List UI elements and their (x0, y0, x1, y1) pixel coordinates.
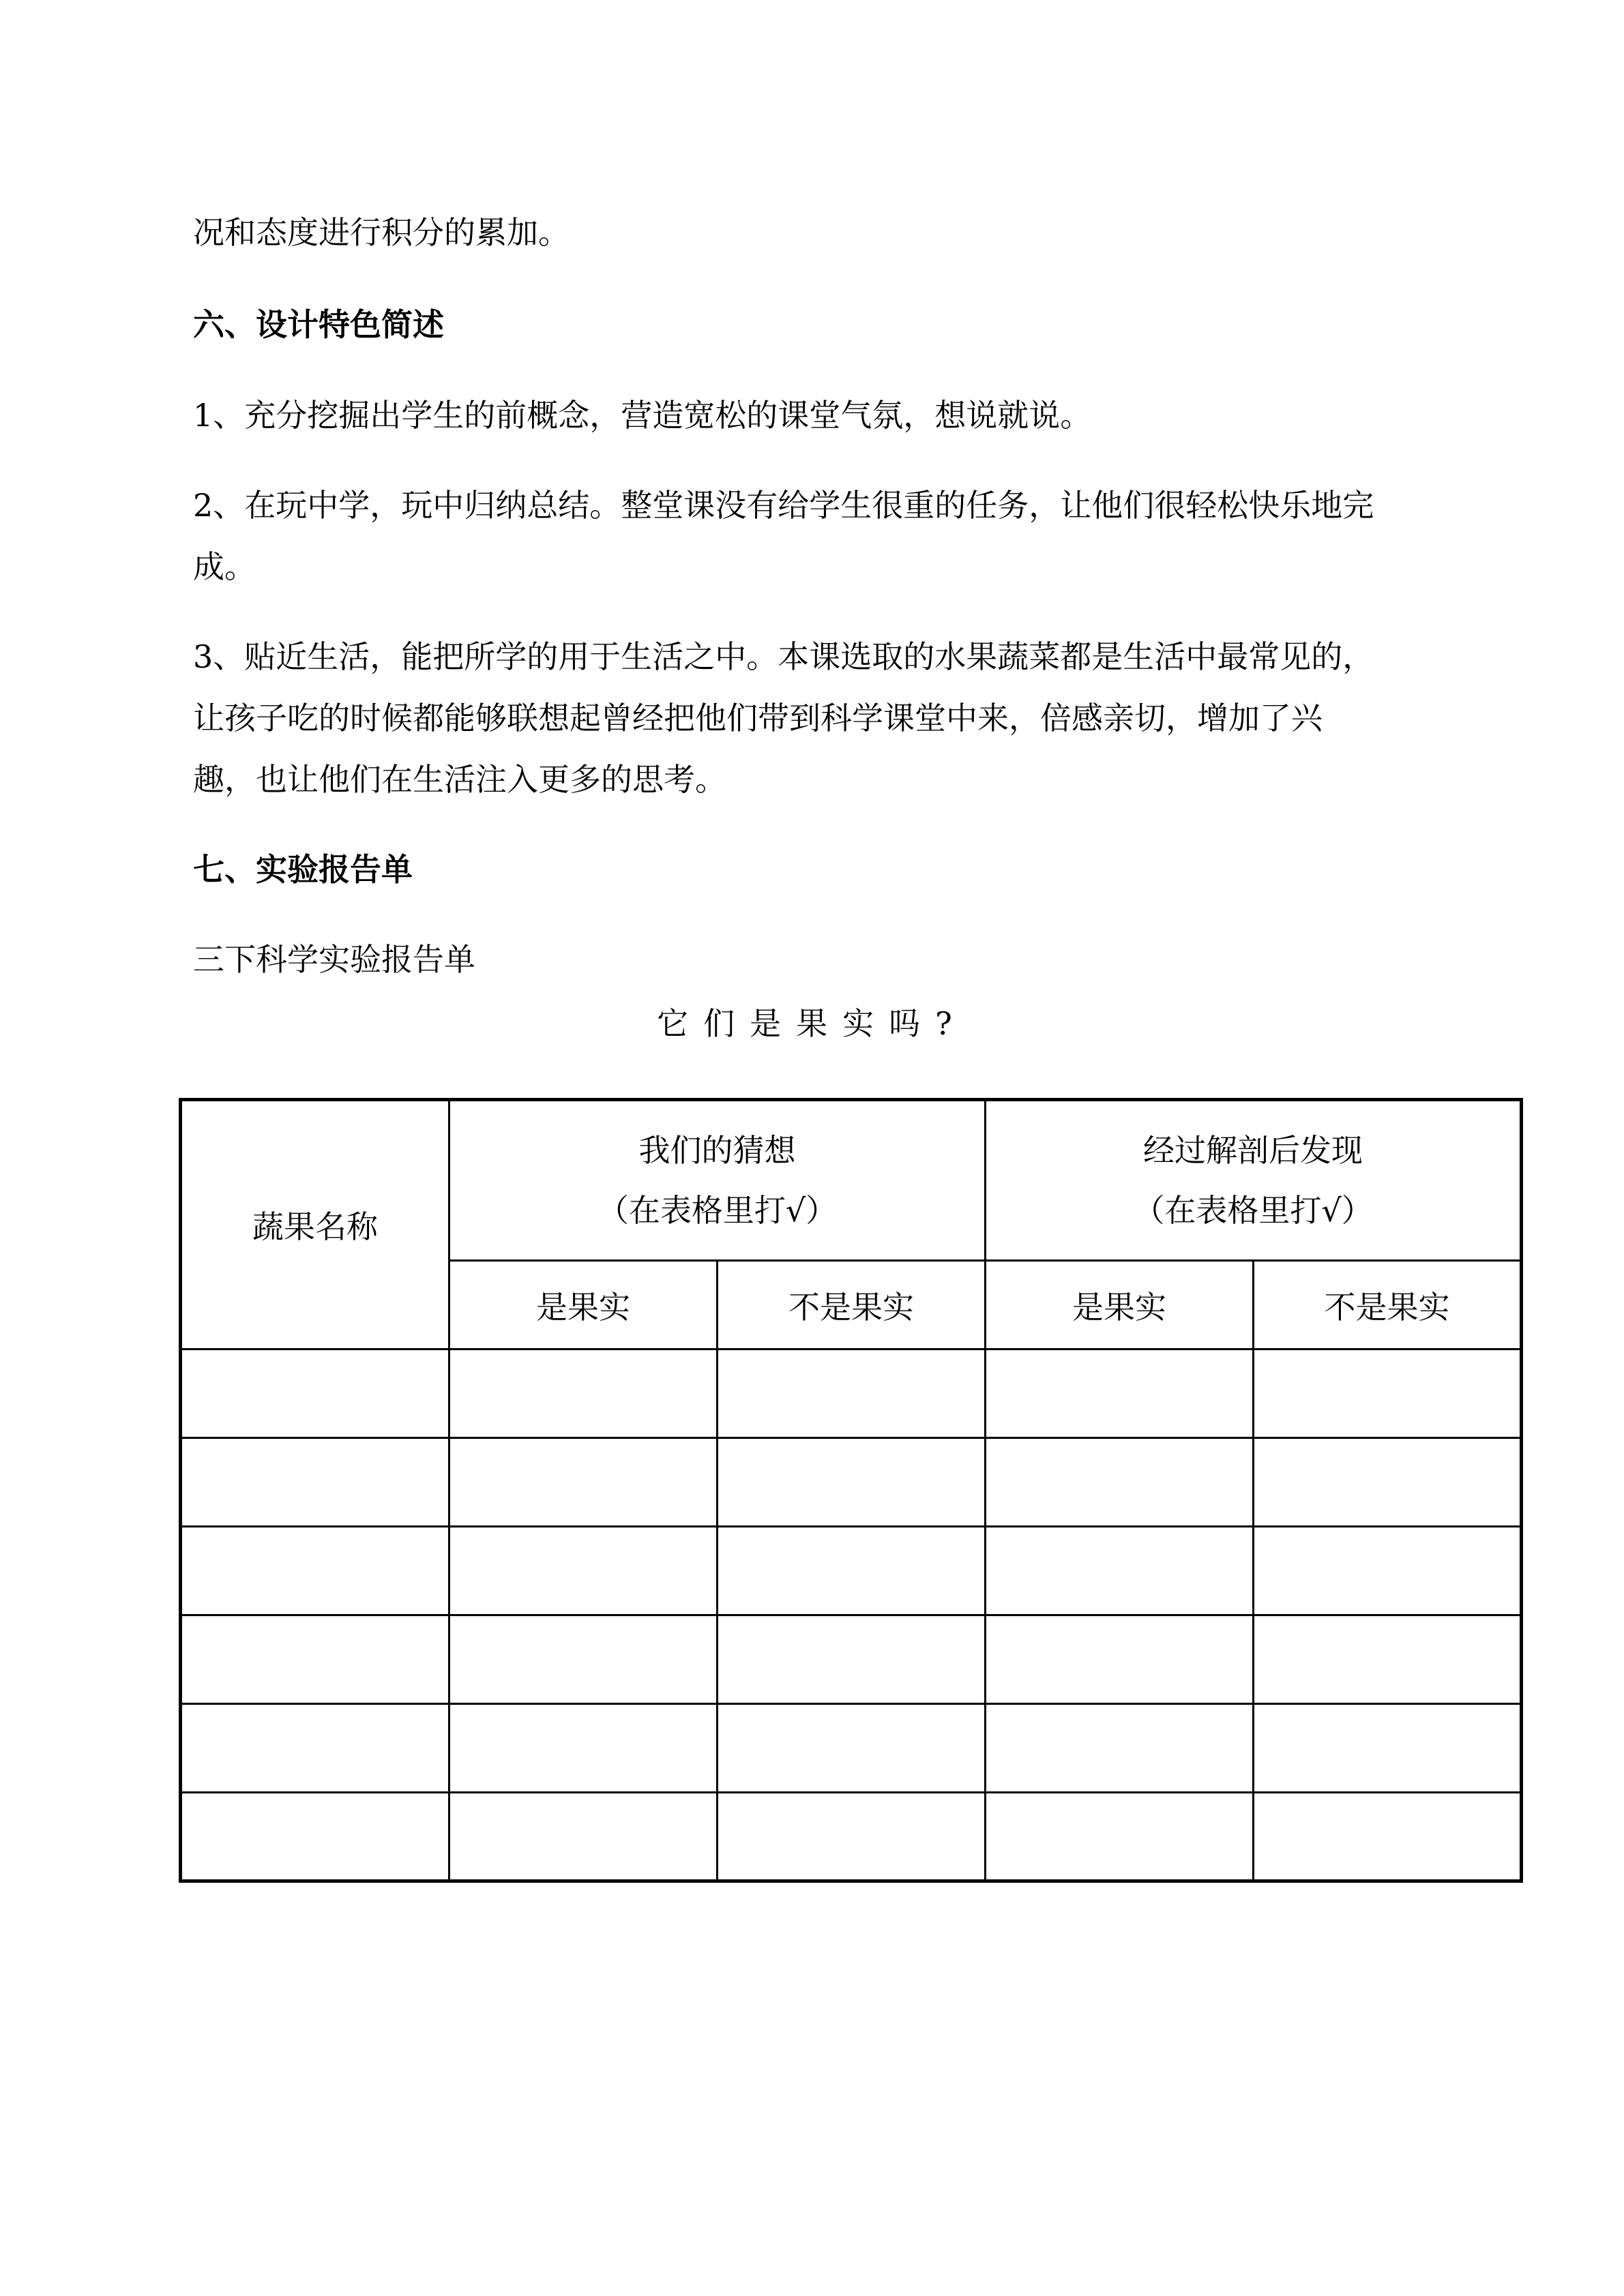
feature-item-3-line-2: 让孩子吃的时候都能够联想起曾经把他们带到科学课堂中来，倍感亲切，增加了兴 (193, 700, 1323, 736)
table-cell[interactable] (718, 1350, 986, 1438)
table-cell[interactable] (449, 1704, 718, 1793)
table-row (181, 1527, 1522, 1615)
table-row (181, 1704, 1522, 1793)
report-title: 它们是果实吗? (657, 1005, 967, 1042)
table-cell[interactable] (986, 1793, 1254, 1881)
feature-item-3-line-3: 趣，也让他们在生活注入更多的思考。 (193, 761, 726, 798)
subheader-guess-is-fruit: 是果实 (449, 1261, 718, 1350)
header-our-guess-label: 我们的猜想 (638, 1132, 796, 1169)
report-table (179, 1098, 1523, 1883)
table-cell[interactable] (449, 1350, 718, 1438)
header-after-dissection-note: （在表格里打√） (1133, 1192, 1373, 1229)
table-cell[interactable] (181, 1350, 449, 1438)
table-cell[interactable] (449, 1615, 718, 1704)
header-produce-name: 蔬果名称 (181, 1100, 449, 1350)
table-row (181, 1793, 1522, 1881)
feature-item-2-line-2: 成。 (193, 548, 256, 585)
table-cell[interactable] (181, 1615, 449, 1704)
header-after-dissection-label: 经过解剖后发现 (1143, 1132, 1363, 1169)
subheader-found-is-fruit: 是果实 (986, 1261, 1254, 1350)
table-row (181, 1350, 1522, 1438)
table-cell[interactable] (718, 1704, 986, 1793)
table-cell[interactable] (181, 1527, 449, 1615)
table-cell[interactable] (449, 1438, 718, 1527)
feature-item-1: 1、充分挖掘出学生的前概念，营造宽松的课堂气氛，想说就说。 (193, 397, 1092, 434)
table-cell[interactable] (986, 1527, 1254, 1615)
table-cell[interactable] (1254, 1438, 1522, 1527)
subheader-guess-not-fruit: 不是果实 (718, 1261, 986, 1350)
table-cell[interactable] (449, 1527, 718, 1615)
table-cell[interactable] (181, 1793, 449, 1881)
table-cell[interactable] (718, 1615, 986, 1704)
subheader-found-not-fruit: 不是果实 (1254, 1261, 1522, 1350)
section-heading-experiment-report: 七、实验报告单 (193, 851, 413, 888)
table-cell[interactable] (1254, 1793, 1522, 1881)
feature-item-3-line-1: 3、贴近生活，能把所学的用于生活之中。本课选取的水果蔬菜都是生活中最常见的， (193, 638, 1374, 675)
table-cell[interactable] (986, 1704, 1254, 1793)
report-subtitle: 三下科学实验报告单 (193, 941, 475, 978)
table-cell[interactable] (1254, 1527, 1522, 1615)
table-cell[interactable] (181, 1704, 449, 1793)
table-cell[interactable] (718, 1793, 986, 1881)
table-cell[interactable] (1254, 1704, 1522, 1793)
table-header-row (181, 1100, 1522, 1261)
feature-item-2-line-1: 2、在玩中学，玩中归纳总结。整堂课没有给学生很重的任务，让他们很轻松快乐地完 (193, 487, 1374, 524)
table-cell[interactable] (1254, 1350, 1522, 1438)
table-cell[interactable] (986, 1615, 1254, 1704)
table-cell[interactable] (986, 1438, 1254, 1527)
section-heading-design-features: 六、设计特色简述 (193, 306, 444, 343)
table-row (181, 1438, 1522, 1527)
table-cell[interactable] (718, 1438, 986, 1527)
paragraph-continuation: 况和态度进行积分的累加。 (193, 214, 570, 251)
header-our-guess (449, 1100, 986, 1261)
table-cell[interactable] (449, 1793, 718, 1881)
table-cell[interactable] (986, 1350, 1254, 1438)
header-after-dissection (986, 1100, 1522, 1261)
header-our-guess-note: （在表格里打√） (597, 1192, 838, 1229)
table-cell[interactable] (1254, 1615, 1522, 1704)
table-cell[interactable] (181, 1438, 449, 1527)
table-cell[interactable] (718, 1527, 986, 1615)
table-row (181, 1615, 1522, 1704)
